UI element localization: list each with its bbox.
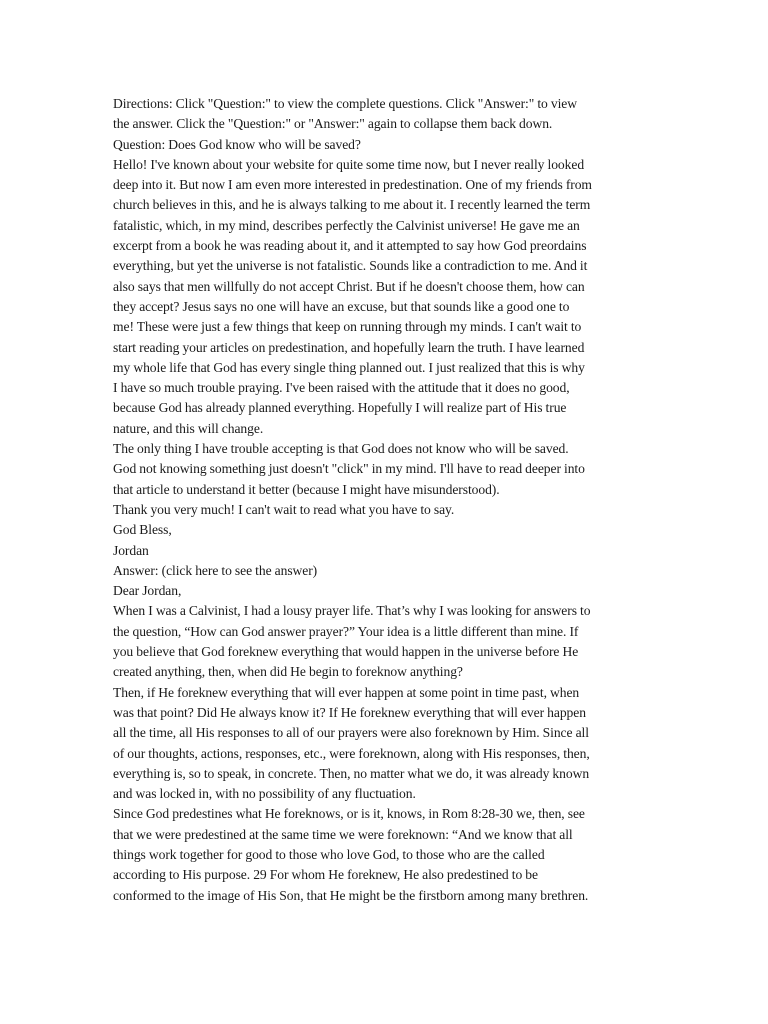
answer-text-line: and was locked in, with no possibility of any fluctuation. [113, 786, 416, 802]
question-text-line: my whole life that God has every single thing planned out. I just realized that this is why [113, 359, 585, 375]
question-text-line: they accept? Jesus says no one will have an excuse, but that sounds like a good one to [113, 298, 570, 314]
question-text-line: everything, but yet the universe is not fatalistic. Sounds like a contradiction to me. And it [113, 258, 588, 274]
answer-salutation: Dear Jordan, [113, 583, 182, 599]
answer-text-line: that we were predestined at the same time we were foreknown: “And we know that all [113, 826, 573, 842]
question-text-line: start reading your articles on predestination, and hopefully learn the truth. I have learned [113, 339, 585, 355]
question-text-line: also says that men willfully do not accept Christ. But if he doesn't choose them, how can [113, 278, 585, 294]
signoff-line: God Bless, [113, 522, 172, 538]
question-text-line: God not knowing something just doesn't "click" in my mind. I'll have to read deeper into [113, 461, 585, 477]
question-text-line: church believes in this, and he is always talking to me about it. I recently learned the term [113, 197, 591, 213]
answer-toggle[interactable]: Answer: (click here to see the answer) [113, 562, 318, 578]
answer-text-line: you believe that God foreknew everything that would happen in the universe before He [113, 644, 579, 660]
question-text-line: Thank you very much! I can't wait to read what you have to say. [113, 501, 455, 517]
question-text-line: fatalistic, which, in my mind, describes perfectly the Calvinist universe! He gave me an [113, 217, 580, 233]
question-text-line: me! These were just a few things that keep on running through my minds. I can't wait to [113, 319, 582, 335]
document-page [113, 94, 657, 906]
answer-text-line: Since God predestines what He foreknows, or is it, knows, in Rom 8:28-30 we, then, see [113, 806, 585, 822]
answer-text-line: the question, “How can God answer prayer?” Your idea is a little different than mine. If [113, 623, 579, 639]
answer-text-line: things work together for good to those who love God, to those who are the called [113, 846, 545, 862]
question-toggle[interactable]: Question: Does God know who will be saved? [113, 136, 361, 152]
answer-text-line: everything is, so to speak, in concrete. Then, no matter what we do, it was already known [113, 765, 590, 781]
answer-text-line: conformed to the image of His Son, that He might be the firstborn among many brethren. [113, 887, 589, 903]
answer-text-line: created anything, then, when did He begin to foreknow anything? [113, 664, 463, 680]
signature-name: Jordan [113, 542, 149, 558]
answer-text-line: according to His purpose. 29 For whom He foreknew, He also predestined to be [113, 867, 538, 883]
question-text-line: excerpt from a book he was reading about it, and it attempted to say how God preordains [113, 238, 587, 254]
answer-text-line: When I was a Calvinist, I had a lousy prayer life. That’s why I was looking for answers to [113, 603, 591, 619]
answer-text-line: of our thoughts, actions, responses, etc., were foreknown, along with His responses, then, [113, 745, 590, 761]
answer-text-line: all the time, all His responses to all of our prayers were also foreknown by Him. Since all [113, 725, 589, 741]
question-text-line: I have so much trouble praying. I've been raised with the attitude that it does no good, [113, 380, 570, 396]
question-text-line: that article to understand it better (because I might have misunderstood). [113, 481, 500, 497]
answer-text-line: was that point? Did He always know it? If He foreknew everything that will ever happen [113, 704, 586, 720]
answer-text-line: Then, if He foreknew everything that will ever happen at some point in time past, when [113, 684, 580, 700]
question-text-line: The only thing I have trouble accepting is that God does not know who will be saved. [113, 441, 569, 457]
question-text-line: nature, and this will change. [113, 420, 264, 436]
question-text-line: Hello! I've known about your website for quite some time now, but I never really looked [113, 156, 585, 172]
question-text-line: because God has already planned everything. Hopefully I will realize part of His true [113, 400, 567, 416]
directions-line-1: Directions: Click "Question:" to view the complete questions. Click "Answer:" to view [113, 96, 577, 111]
question-text-line: deep into it. But now I am even more interested in predestination. One of my friends from [113, 177, 592, 193]
directions-line-2: the answer. Click the "Question:" or "Answer:" again to collapse them back down. [113, 116, 553, 132]
